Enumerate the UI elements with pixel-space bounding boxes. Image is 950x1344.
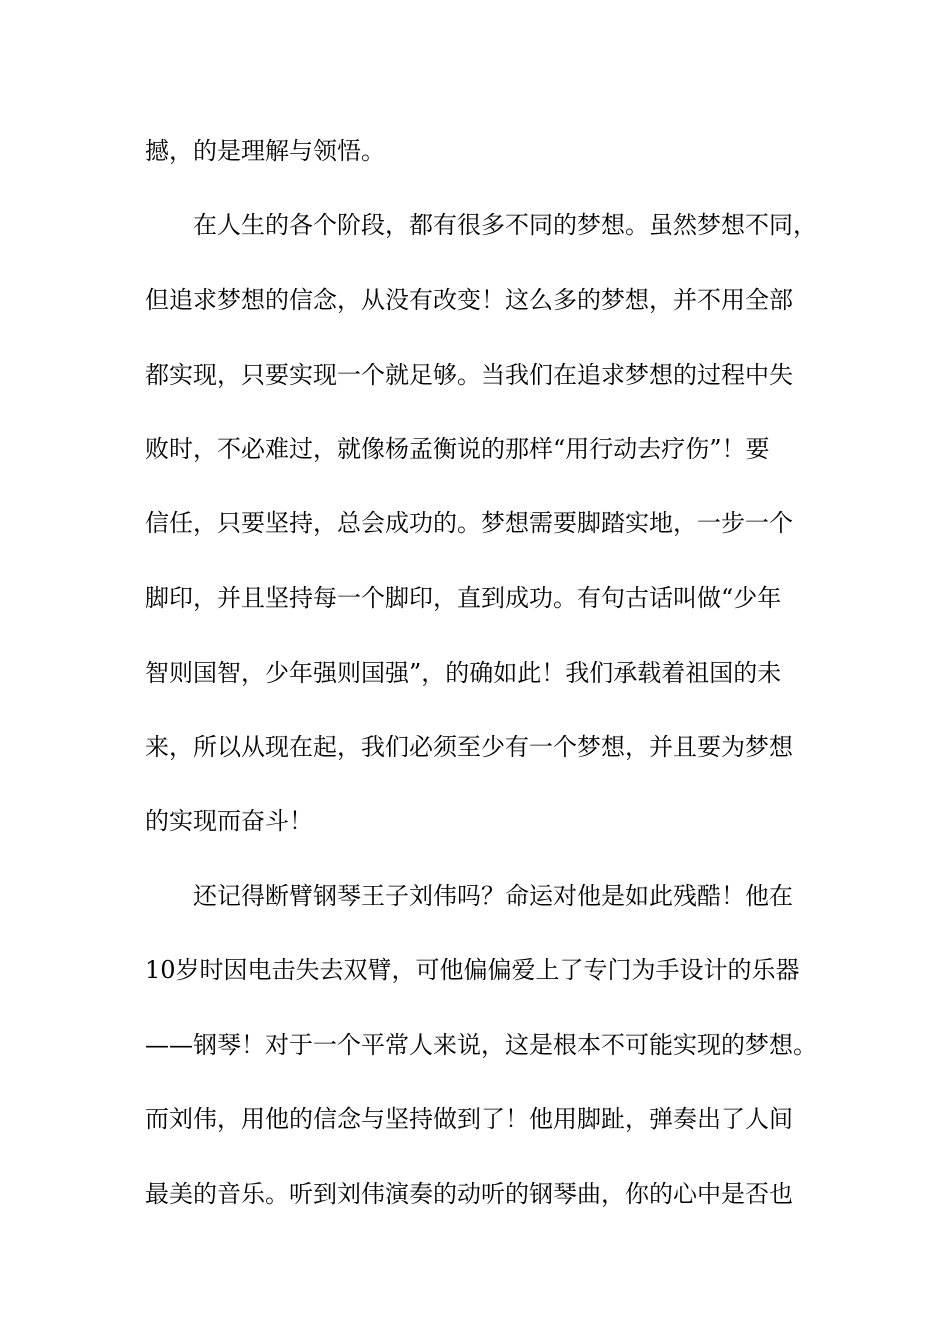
text-line: 智则国智，少年强则国强”，的确如此！我们承载着祖国的未 xyxy=(145,659,782,687)
text-line: 来，所以从现在起，我们必须至少有一个梦想，并且要为梦想 xyxy=(145,733,793,761)
text-line: 脚印，并且坚持每一个脚印，直到成功。有句古话叫做“少年 xyxy=(145,584,782,612)
text-line: 信任，只要坚持，总会成功的。梦想需要脚踏实地，一步一个 xyxy=(145,509,793,537)
text-line: ——钢琴！对于一个平常人来说，这是根本不可能实现的梦想。 xyxy=(145,1031,817,1059)
text-line: 但追求梦想的信念，从没有改变！这么多的梦想，并不用全部 xyxy=(145,286,793,314)
text-line: 的实现而奋斗！ xyxy=(145,807,313,835)
paragraph-start-line: 在人生的各个阶段，都有很多不同的梦想。虽然梦想不同， xyxy=(193,211,817,239)
text-line: 10岁时因电击失去双臂，可他偏偏爱上了专门为手设计的乐器 xyxy=(145,956,800,984)
paragraph-start-line: 还记得断臂钢琴王子刘伟吗？命运对他是如此残酷！他在 xyxy=(193,882,793,910)
text-line: 都实现，只要实现一个就足够。当我们在追求梦想的过程中失 xyxy=(145,361,793,389)
text-line: 最美的音乐。听到刘伟演奏的动听的钢琴曲，你的心中是否也 xyxy=(145,1180,793,1208)
text-line: 而刘伟，用他的信念与坚持做到了！他用脚趾，弹奏出了人间 xyxy=(145,1105,793,1133)
text-line: 撼，的是理解与领悟。 xyxy=(145,137,385,165)
text-line: 败时，不必难过，就像杨孟衡说的那样“用行动去疗伤”！要 xyxy=(145,435,770,463)
